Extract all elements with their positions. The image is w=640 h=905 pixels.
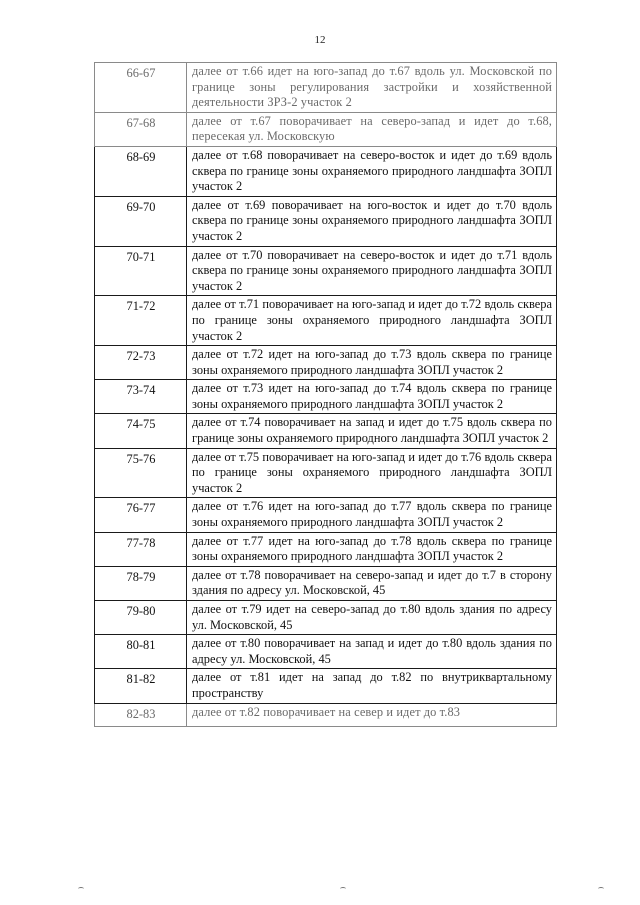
segment-cell: 78-79 xyxy=(95,566,187,600)
description-cell: далее от т.80 поворачивает на запад и идет до т.80 вдоль здания по адресу ул. Московской, 45 xyxy=(187,635,557,669)
description-cell: далее от т.72 идет на юго-запад до т.73 вдоль сквера по границе зоны охраняемого природного ландшафта ЗОПЛ участок 2 xyxy=(187,346,557,380)
segment-cell: 70-71 xyxy=(95,246,187,296)
description-cell: далее от т.69 поворачивает на юго-восток и идет до т.70 вдоль сквера по границе зоны охраняемого природного ландшафта ЗОПЛ участок 2 xyxy=(187,196,557,246)
boundary-table-container xyxy=(94,62,556,727)
description-cell: далее от т.67 поворачивает на северо-запад и идет до т.68, пересекая ул. Московскую xyxy=(187,112,557,146)
segment-cell: 75-76 xyxy=(95,448,187,498)
table-row xyxy=(95,380,557,414)
description-cell: далее от т.81 идет на запад до т.82 по внутриквартальному пространству xyxy=(187,669,557,703)
table-row xyxy=(95,414,557,448)
table-row xyxy=(95,448,557,498)
table-row xyxy=(95,112,557,146)
description-cell: далее от т.78 поворачивает на северо-запад и идет до т.7 в сторону здания по адресу ул. Московской, 45 xyxy=(187,566,557,600)
table-row xyxy=(95,63,557,113)
segment-cell: 81-82 xyxy=(95,669,187,703)
segment-cell: 67-68 xyxy=(95,112,187,146)
scan-artifact-mark xyxy=(340,887,346,891)
description-cell: далее от т.73 идет на юго-запад до т.74 вдоль сквера по границе зоны охраняемого природного ландшафта ЗОПЛ участок 2 xyxy=(187,380,557,414)
segment-cell: 77-78 xyxy=(95,532,187,566)
description-cell: далее от т.79 идет на северо-запад до т.80 вдоль здания по адресу ул. Московской, 45 xyxy=(187,601,557,635)
segment-cell: 68-69 xyxy=(95,146,187,196)
table-row xyxy=(95,635,557,669)
segment-cell: 82-83 xyxy=(95,703,187,726)
table-row xyxy=(95,566,557,600)
boundary-table-body xyxy=(95,63,557,727)
description-cell: далее от т.82 поворачивает на север и идет до т.83 xyxy=(187,703,557,726)
segment-cell: 66-67 xyxy=(95,63,187,113)
description-cell: далее от т.66 идет на юго-запад до т.67 вдоль ул. Московской по границе зоны регулирования застройки и хозяйственной деятельности ЗРЗ-2 участок 2 xyxy=(187,63,557,113)
segment-cell: 73-74 xyxy=(95,380,187,414)
table-row xyxy=(95,246,557,296)
table-row xyxy=(95,296,557,346)
table-row xyxy=(95,346,557,380)
segment-cell: 72-73 xyxy=(95,346,187,380)
description-cell: далее от т.70 поворачивает на северо-восток и идет до т.71 вдоль сквера по границе зоны охраняемого природного ландшафта ЗОПЛ участок 2 xyxy=(187,246,557,296)
table-row xyxy=(95,498,557,532)
segment-cell: 80-81 xyxy=(95,635,187,669)
scan-artifact-mark xyxy=(78,887,84,891)
table-row xyxy=(95,601,557,635)
segment-cell: 74-75 xyxy=(95,414,187,448)
description-cell: далее от т.75 поворачивает на юго-запад и идет до т.76 вдоль сквера по границе зоны охраняемого природного ландшафта ЗОПЛ участок 2 xyxy=(187,448,557,498)
description-cell: далее от т.71 поворачивает на юго-запад и идет до т.72 вдоль сквера по границе зоны охраняемого природного ландшафта ЗОПЛ участок 2 xyxy=(187,296,557,346)
description-cell: далее от т.68 поворачивает на северо-восток и идет до т.69 вдоль сквера по границе зоны охраняемого природного ландшафта ЗОПЛ участок 2 xyxy=(187,146,557,196)
segment-cell: 71-72 xyxy=(95,296,187,346)
description-cell: далее от т.76 идет на юго-запад до т.77 вдоль сквера по границе зоны охраняемого природного ландшафта ЗОПЛ участок 2 xyxy=(187,498,557,532)
description-cell: далее от т.74 поворачивает на запад и идет до т.75 вдоль сквера по границе зоны охраняемого природного ландшафта ЗОПЛ участок 2 xyxy=(187,414,557,448)
segment-cell: 69-70 xyxy=(95,196,187,246)
segment-cell: 76-77 xyxy=(95,498,187,532)
segment-cell: 79-80 xyxy=(95,601,187,635)
scan-artifact-mark xyxy=(598,887,604,891)
table-row xyxy=(95,146,557,196)
table-row xyxy=(95,669,557,703)
description-cell: далее от т.77 идет на юго-запад до т.78 вдоль сквера по границе зоны охраняемого природного ландшафта ЗОПЛ участок 2 xyxy=(187,532,557,566)
page-number: 12 xyxy=(314,34,326,46)
boundary-table xyxy=(94,62,557,727)
table-row xyxy=(95,196,557,246)
table-row xyxy=(95,703,557,726)
table-row xyxy=(95,532,557,566)
